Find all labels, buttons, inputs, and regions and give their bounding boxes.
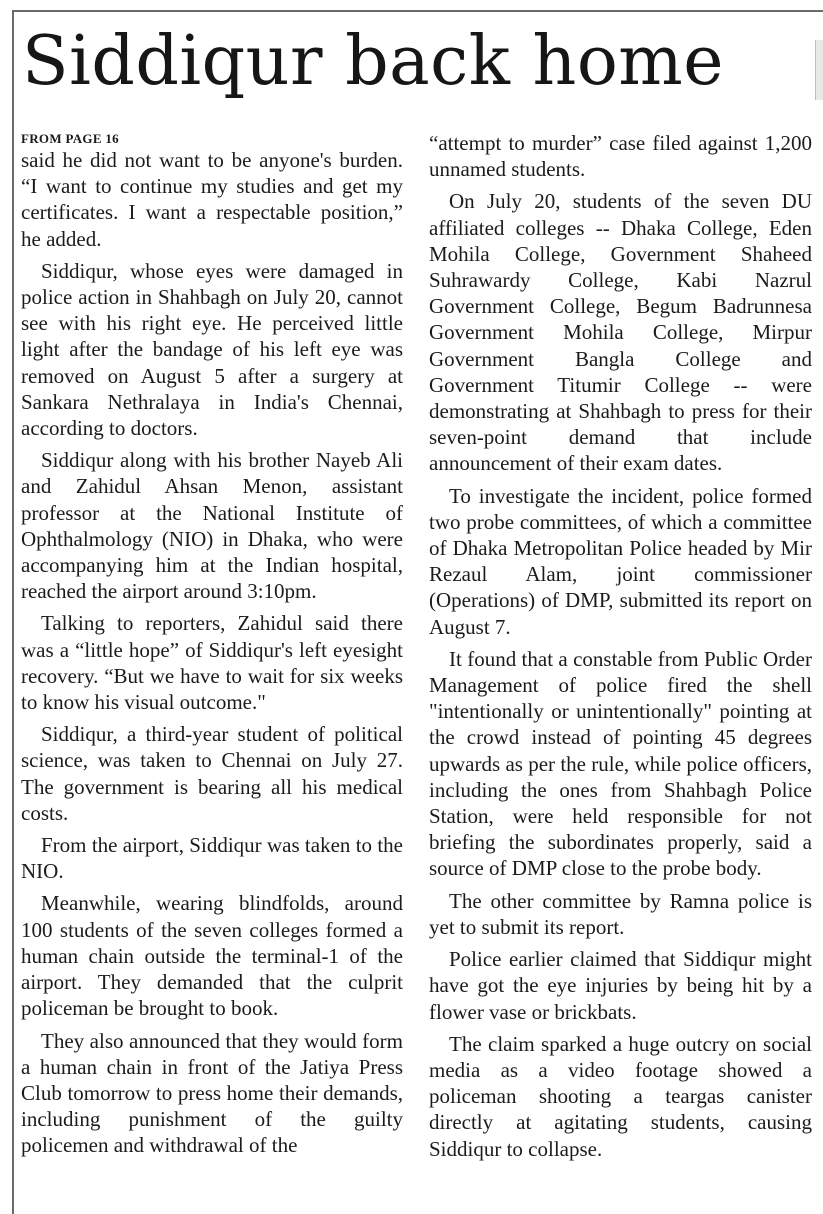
paragraph: From the airport, Siddiqur was taken to the NIO. <box>21 833 403 884</box>
paragraph: “attempt to murder” case filed against 1,200 unnamed students. <box>429 131 812 182</box>
article-headline: Siddiqur back home <box>22 22 725 101</box>
paragraph: Siddiqur, a third-year student of political science, was taken to Chennai on July 27. The government is bearing all his medical costs. <box>21 722 403 825</box>
left-border-rule <box>12 10 14 1214</box>
paragraph: On July 20, students of the seven DU affiliated colleges -- Dhaka College, Eden Mohila College, Government Shaheed Suhrawardy College, Kabi Nazrul Government College, Begum Badrunnesa Government Mohila College, Mirpur Government Bangla College and Government Titumir College -- were demonstrating at Shahbagh to press for their seven-point demand that include announcement of their exam dates. <box>429 189 812 476</box>
article-column-right <box>429 130 812 1168</box>
paragraph: Meanwhile, wearing blindfolds, around 100 students of the seven colleges formed a human chain outside the terminal-1 of the airport. They demanded that the culprit policeman be brought to book. <box>21 891 403 1021</box>
article-column-left <box>21 128 403 1165</box>
paragraph: The claim sparked a huge outcry on social media as a video footage showed a policeman shooting a teargas canister directly at agitating students, causing Siddiqur to collapse. <box>429 1031 812 1161</box>
paragraph: Talking to reporters, Zahidul said there was a “little hope” of Siddiqur's left eyesight recovery. “But we have to wait for six weeks to know his visual outcome." <box>21 611 403 715</box>
continuation-kicker: FROM PAGE 16 <box>21 131 119 146</box>
paragraph: They also announced that they would form a human chain in front of the Jatiya Press Club tomorrow to press home their demands, including punishment of the guilty policemen and withdrawal of the <box>21 1028 403 1158</box>
paragraph: Siddiqur along with his brother Nayeb Ali and Zahidul Ahsan Menon, assistant professor at the National Institute of Ophthalmology (NIO) in Dhaka, who were accompanying him at the Indian hospital, reached the airport around 3:10pm. <box>21 448 403 604</box>
paragraph: To investigate the incident, police formed two probe committees, of which a committee of Dhaka Metropolitan Police headed by Mir Rezaul Alam, joint commissioner (Operations) of DMP, submitted its report on August 7. <box>429 483 812 639</box>
adjacent-column-edge <box>815 40 823 100</box>
paragraph: Siddiqur, whose eyes were damaged in police action in Shahbagh on July 20, cannot see with his right eye. He perceived little light after the bandage of his left eye was removed on August 5 after a surgery at Sankara Nethralaya in India's Chennai, according to doctors. <box>21 258 403 441</box>
paragraph: Police earlier claimed that Siddiqur might have got the eye injuries by being hit by a flower vase or brickbats. <box>429 947 812 1024</box>
top-border-rule <box>12 10 823 12</box>
paragraph: It found that a constable from Public Order Management of police fired the shell "intentionally or unintentionally" pointing at the crowd instead of pointing 45 degrees upwards as per the rule, while police officers, including the ones from Shahbagh Police Station, were held responsible for not briefing the subordinates properly, said a source of DMP close to the probe body. <box>429 646 812 881</box>
paragraph: The other committee by Ramna police is yet to submit its report. <box>429 888 812 939</box>
paragraph: said he did not want to be anyone's burden. “I want to continue my studies and get my certificates. I want a respectable position,” he added. <box>21 148 403 251</box>
